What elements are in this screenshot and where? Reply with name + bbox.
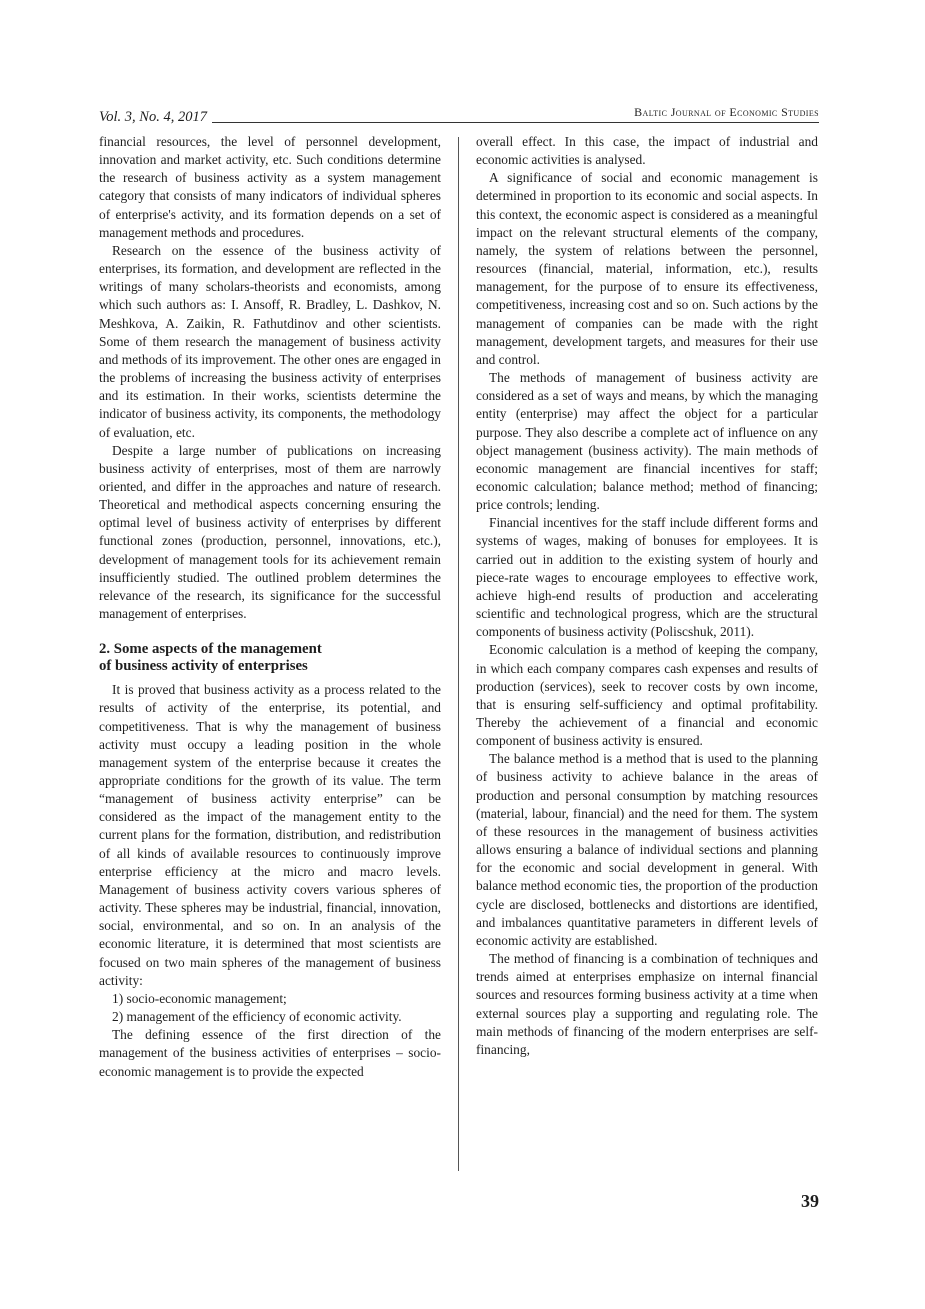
page-number: 39 [801, 1191, 819, 1211]
list-item: 1) socio-economic management; [112, 990, 287, 1006]
section-heading-line: of business activity of enterprises [99, 658, 308, 675]
paragraph: Economic calculation is a method of keeping the company, in which each company compares cash expenses and results of production (services), seek to recover costs by own income, that is ensuring self-sufficiency and optimal profitability. Thereby the achievement of a financial and economic component of business activity is ensured. [476, 642, 818, 749]
paragraph: It is proved that business activity as a process related to the results of activity of the enterprise, its potential, and competitiveness. That is why the management of business activity must occupy a leading position in the whole management system of the enterprise because it creates the appropriate conditions for the growth of its value. The term “management of business activity enterprise” can be considered as the impact of the management entity to the current plans for the formation, distribution, and redistribution of all kinds of available resources to continuously improve enterprise efficiency at the micro and macro levels. Management of business activity covers various spheres of activity. These spheres may be industrial, financial, innovation, social, environmental, and so on. In an analysis of the economic literature, it is determined that most scientists are focused on two main spheres of the management of business activity: [99, 682, 441, 988]
section-heading-line: 2. Some aspects of the management [99, 641, 322, 658]
section-heading [99, 641, 441, 675]
paragraph: The methods of management of business activity are considered as a set of ways and means, by which the managing entity (enterprise) may affect the object for a particular purpose. They also describe a complete act of influence on any object management (business activity). The main methods of economic management are financial incentives for staff; economic calculation; balance method; method of financing; price controls; lending. [476, 370, 818, 513]
column-divider [458, 137, 459, 1171]
list-item: 2) management of the efficiency of economic activity. [112, 1009, 402, 1025]
paragraph: Financial incentives for the staff include different forms and systems of wages, making of bonuses for employees. It is carried out in addition to the existing system of hourly and piece-rate wages to encourage employees to effective work, achieve high-end results of production and accelerating scientific and technological progress, which are the structural components of business activity (Poliscshuk, 2011). [476, 515, 818, 640]
paragraph: The method of financing is a combination of techniques and trends aimed at enterprises emphasize on internal financial sources and resources forming business activity at a time when external sources play a supporting and regulating role. The main methods of financing of the modern enterprises are self-financing, [476, 951, 818, 1057]
paragraph: overall effect. In this case, the impact of industrial and economic activities is analysed. [476, 134, 818, 168]
left-column [99, 133, 441, 1081]
paragraph: The defining essence of the first direction of the management of the business activities of enterprises – socio-economic management is to provide the expected [99, 1027, 441, 1079]
right-column [476, 133, 818, 1059]
paragraph: Despite a large number of publications on increasing business activity of enterprises, most of them are narrowly oriented, and differ in the approaches and nature of research. Theoretical and methodical aspects concerning ensuring the optimal level of business activity of enterprises by different functional zones (production, personnel, innovations, etc.), development of management tools for its achievement remain insufficiently studied. The outlined problem determines the relevance of the research, its significance for the successful management of enterprises. [99, 442, 441, 622]
paragraph: The balance method is a method that is used to the planning of business activity to achieve balance in the areas of production and personal consumption by matching resources (material, labour, financial) and the need for them. The system of these resources in the management of business activities allows ensuring a balance of individual sections and planning for the economic and social development in general. With balance method economic ties, the proportion of the production cycle are disclosed, bottlenecks and distortions are identified, and imbalances quantitative parameters in different levels of economic activity are established. [476, 751, 818, 948]
paragraph: financial resources, the level of personnel development, innovation and market activity, etc. Such conditions determine the research of business activity as a system management category that consists of many indicators of individual spheres of enterprise's activity, and its formation depends on a set of management methods and procedures. [99, 134, 441, 240]
running-header-journal: Baltic Journal of Economic Studies [634, 105, 819, 119]
paragraph: A significance of social and economic management is determined in proportion to its economic and social aspects. In this context, the economic aspect is considered as a meaningful impact on the relevant structural elements of the company, namely, the system of relations between the personnel, resources (financial, material, information, etc.), results management, for the purpose of to ensure its effectiveness, competitiveness, increasing cost and so on. Such actions by the management of companies can be made with the right management, development targets, and measures for their use and control. [476, 170, 818, 367]
header-rule [212, 122, 819, 123]
paragraph: Research on the essence of the business activity of enterprises, its formation, and development are reflected in the writings of many scholars-theorists and economists, among which such authors as: I. Ansoff, R. Bradley, L. Dashkov, N. Meshkova, A. Zaikin, R. Fathutdinov and other scientists. Some of them research the management of business activity and methods of its improvement. The other ones are engaged in the problems of increasing the business activity of enterprises and its estimation. In their works, scientists determine the indicator of business activity, its components, the methodology of evaluation, etc. [99, 242, 441, 440]
running-header-volume: Vol. 3, No. 4, 2017 [99, 109, 207, 125]
